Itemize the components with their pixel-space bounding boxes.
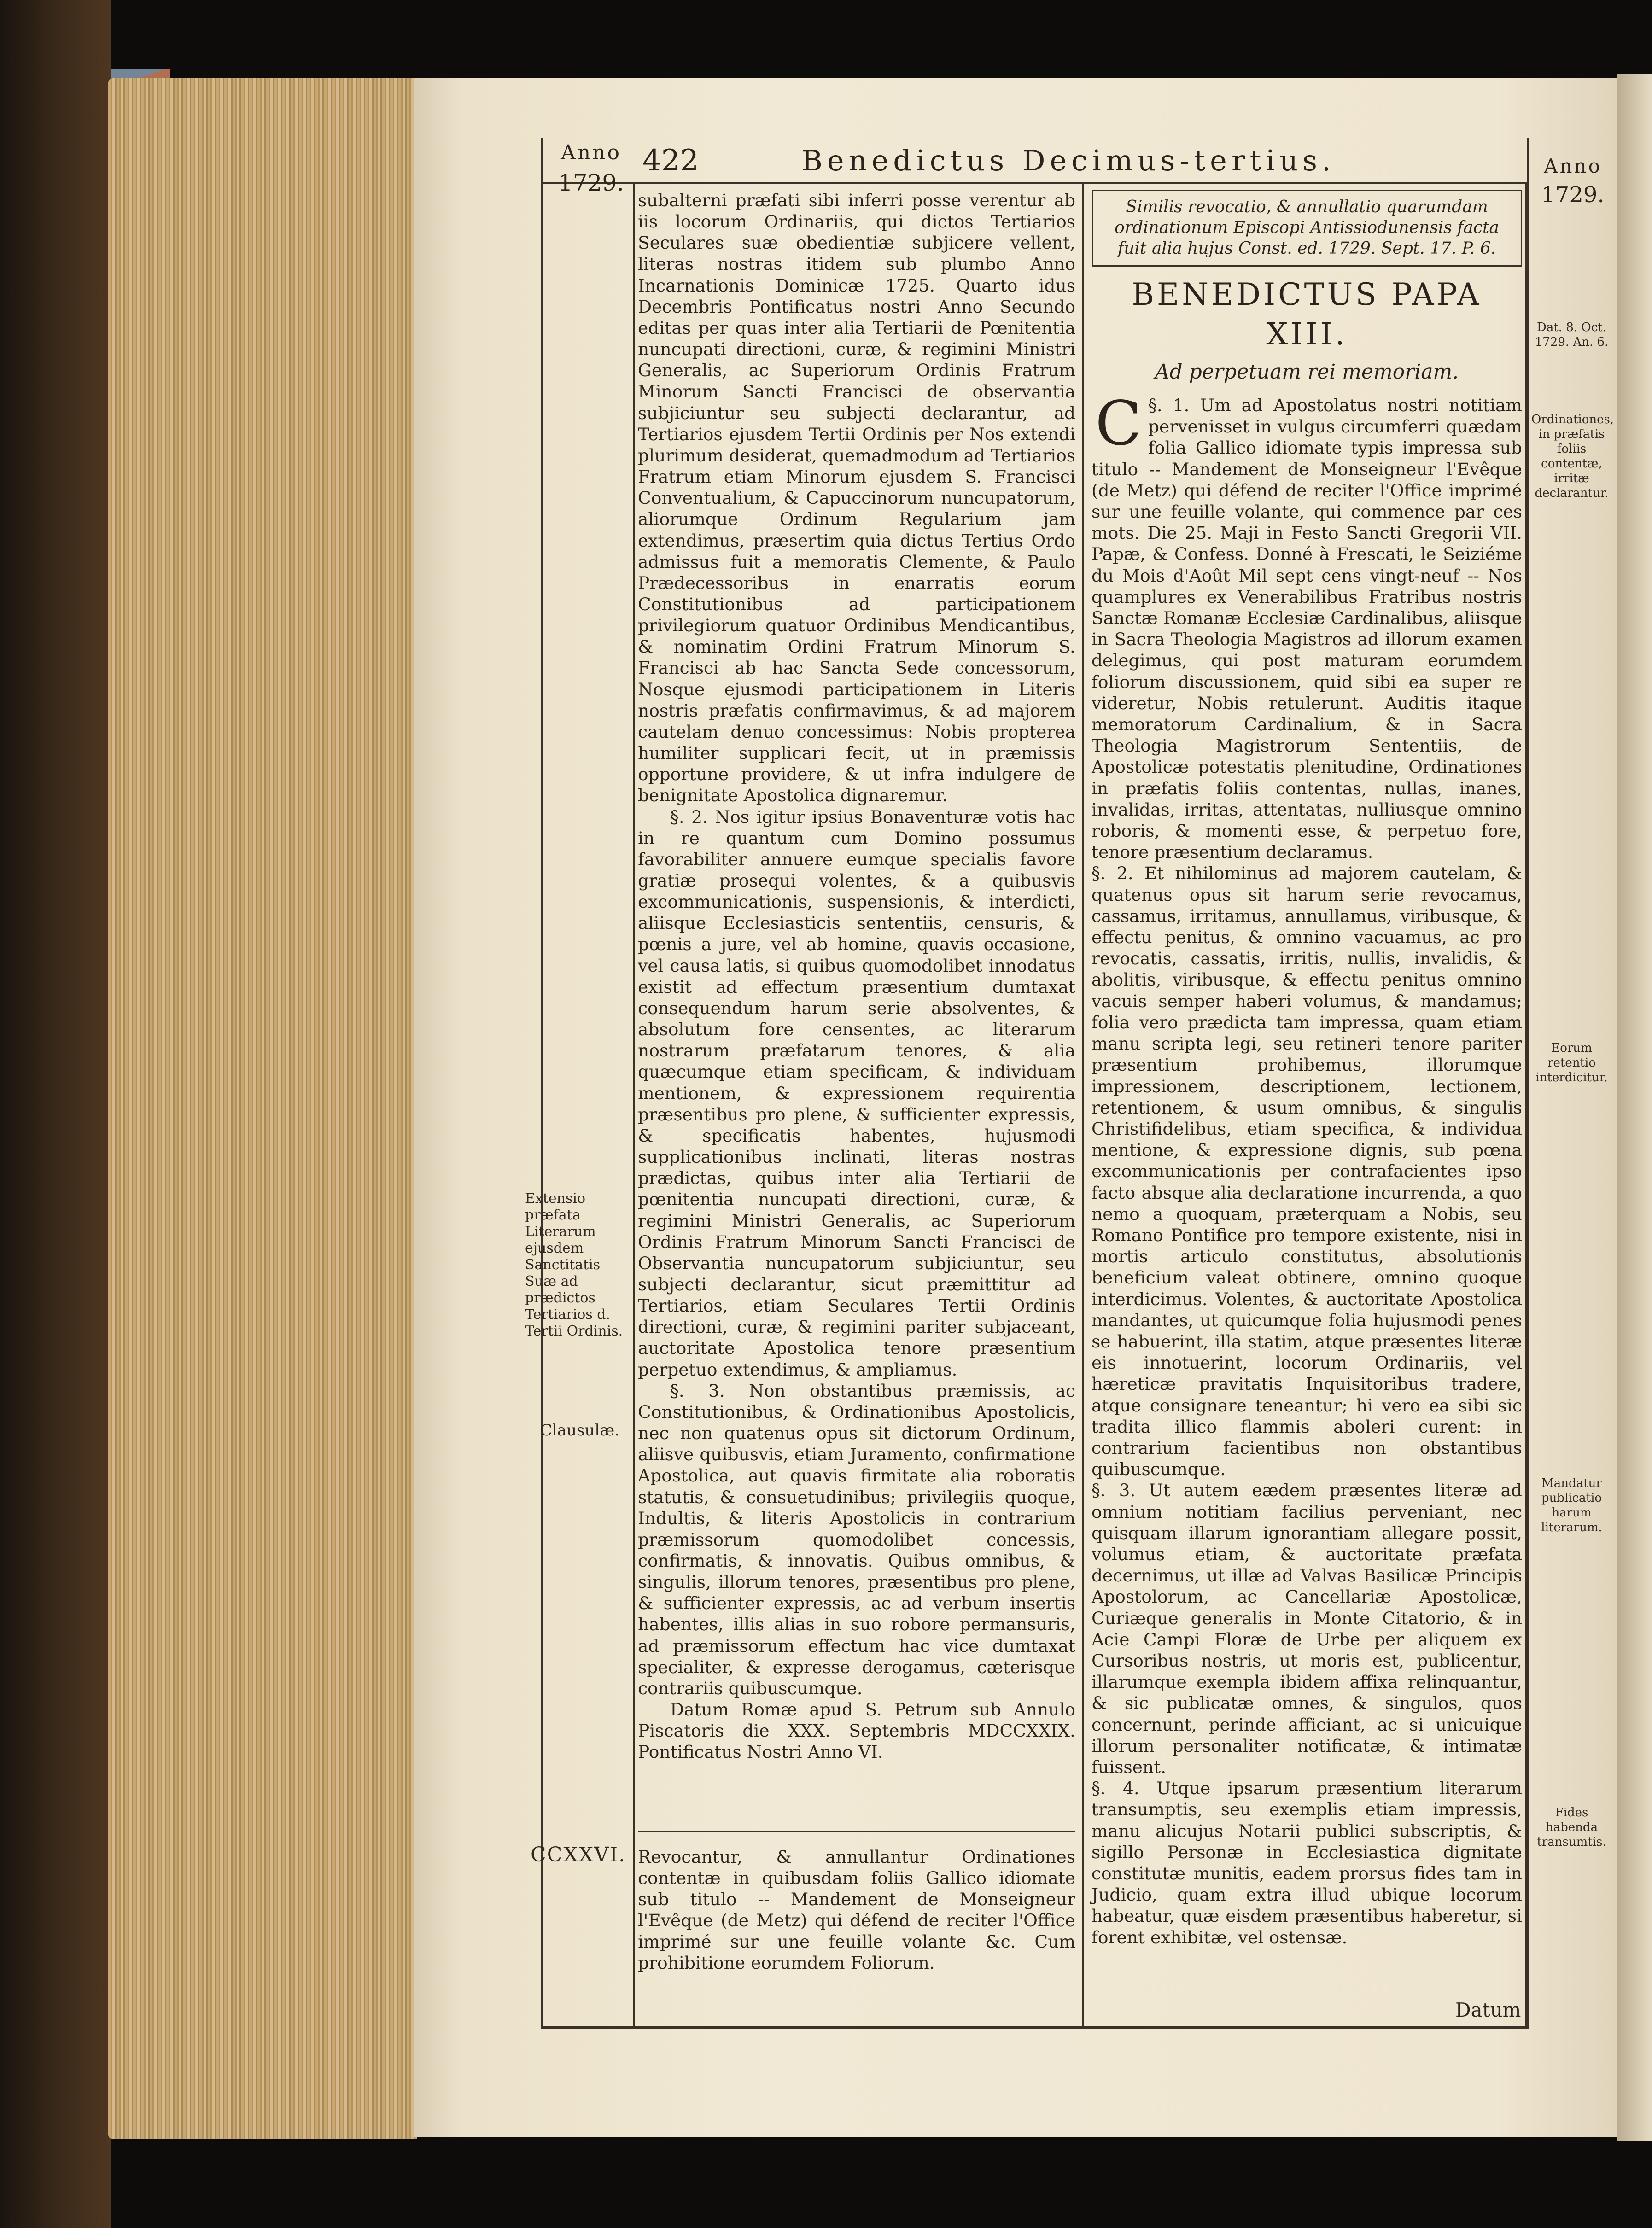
section-1-text: Um ad Apostolatus nostri notitiam pervenisset in vulgus circumferri quædam folia Gallico idiomate typis impressa sub titulo -- Mandement de Monseigneur l'Evêque (de Metz) qui défend de reciter l'Office imprimé sur une feuille volante, qui commence par ces mots. Die 25. Maji in Festo Sancti Gregorii VII. Papæ, & Confess. Donné à Frescati, le Seiziéme du Mois d'Août Mil sept cens vingt-neuf -- Nos quamplures ex Venerabilibus Fratribus nostris Sanctæ Romanæ Ecclesiæ Cardinalibus, aliisque in Sacra Theologia Magistros ad illorum examen delegimus, qui post maturam eorumdem foliorum discussionem, quid sibi ea super re videretur, Nobis retulerunt. Auditis itaque memoratorum Cardinalium, & in Sacra Theologia Magistrorum Sententiis, de Apostolicæ potestatis plenitudine, Ordinationes in præfatis foliis contentas, nullas, inanes, invalidas, irritas, attentatas, nulliusque omnino roboris, & momenti esse, & perpetuo fore, tenore præsentium declaramus. (1092, 395, 1522, 863)
margin-note-extensio: Extensio præfata Literarum ejusdem Sanctitatis Suæ ad prædictos Tertiarios d. Tertii Ordinis. (525, 1190, 623, 1339)
paragraph-datum: Datum Romæ apud S. Petrum sub Annulo Piscatoris die XXX. Septembris MDCCXXIX. Pontificatus Nostri Anno VI. (638, 1699, 1075, 1762)
catchword: Datum (1455, 1999, 1521, 2021)
facing-page-edge (1617, 74, 1652, 2141)
constitution-number: CCXXVI. (531, 1843, 626, 1866)
margin-note-date: Dat. 8. Oct. 1729. An. 6. (1535, 321, 1609, 349)
margin-note-mandatur: Mandatur publicatio harum literarum. (1541, 1476, 1602, 1534)
page-edges (108, 78, 417, 2139)
paragraph-section-3: §. 3. Non obstantibus præmissis, ac Constitutionibus, & Ordinationibus Apostolicis, nec non quatenus opus sit dictorum Ordinum, aliisve quibusvis, etiam Juramento, confirmatione Apostolica, aut quavis firmitate alia roboratis statutis, & consuetudinibus; privilegiis quoque, Indultis, & literis Apostolicis in contrarium præmissorum quomodolibet concessis, confirmatis, & innovatis. Quibus omnibus, & singulis, illorum tenores, præsentibus pro plene, & sufficienter expressis, ac ad verbum insertis habentes, illis alias in suo robore permansuris, ad præmissorum effectum hac vice dumtaxat specialiter, & expresse derogamus, cæterisque contrariis quibuscumque. (638, 1380, 1075, 1698)
margin-note-eorum: Eorum retentio interdicitur. (1535, 1041, 1608, 1085)
paragraph-section-1 (1092, 388, 1522, 863)
right-column (1092, 190, 1522, 1948)
similar-revocation-note: Similis revocatio, & annullatio quarumdam ordinationum Episcopi Antissiodunensis facta fuit alia hujus Const. ed. 1729. Sept. 17. P. 6. (1092, 190, 1522, 267)
running-title: Benedictus Decimus-tertius. (801, 144, 1336, 177)
margin-note-fides: Fides habenda transumtis. (1537, 1806, 1606, 1849)
paragraph-section-2-right: §. 2. Et nihilominus ad majorem cautelam, & quatenus opus sit harum serie revocamus, cassamus, irritamus, annullamus, viribusque, & effectu penitus, & omnino vacuamus, ac pro revocatis, cassatis, irritis, nullis, invalidis, & abolitis, viribusque, & effectu penitus omnino vacuis semper haberi volumus, & mandamus; folia vero prædicta tam impressa, quam etiam manu scripta legi, seu retineri tenore pariter præsentium prohibemus, illorumque impressionem, descriptionem, lectionem, retentionem, & usum omnibus, & singulis Christifidelibus, etiam specifica, & individua mentione, & expressione dignis, sub pœna excommunicationis per contrafacientes ipso facto absque alia declaratione incurrenda, a quo nemo a quoquam, præterquam a Nobis, seu Romano Pontifice pro tempore existente, nisi in mortis articulo constitutus, absolutionis beneficium valeat obtinere, omnino quoque interdicimus. Volentes, & auctoritate Apostolica mandantes, ut quicumque folia hujusmodi penes se habuerint, illa statim, atque præsentes literæ eis innotuerint, locorum Ordinariis, vel hæreticæ pravitatis Inquisitoribus tradere, atque consignare teneantur; hi vero ea sibi sic tradita illico flammis aboleri curent: in contrarium facientibus non obstantibus quibuscumque. (1092, 863, 1522, 1480)
left-margin-rule (633, 182, 635, 2029)
running-head-anno-right: Anno (1544, 155, 1602, 177)
bull-subtitle: Ad perpetuam rei memoriam. (1155, 360, 1459, 384)
paragraph-section-2: §. 2. Nos igitur ipsius Bonaventuræ votis hac in re quantum cum Domino possumus favorabiliter annuere eumque specialis favore gratiæ prosequi volentes, & a quibusvis excommunicationis, suspensionis, & interdicti, aliisque Ecclesiasticis sententiis, censuris, & pœnis a jure, vel ab homine, quavis occasione, vel causa latis, si quibus quomodolibet innodatus existit ad effectum præsentium dumtaxat consequendum harum serie absolventes, & absolutum fore censentes, ac literarum nostrarum præfatarum tenores, & alia quæcumque etiam specificam, & individuam mentionem, & expressionem requirentia præsentibus pro plene, & sufficienter expressis, & specificatis habentes, hujusmodi supplicationibus inclinati, literas nostras prædictas, quibus inter alia Tertiarii de pœnitentia nuncupati directioni, curæ, & regimini Ministri Generalis, ac Superiorum Ordinis Fratrum Minorum Sancti Francisci de Observantia nuncupatorum subjiciuntur, seu subjecti declarantur, sicut præmittitur ad Tertiarios, etiam Seculares Tertii Ordinis directioni, curæ, & regimini pariter subjaceant, auctoritate Apostolica tenore præsentium perpetuo extendimus, & ampliamus. (638, 806, 1075, 1380)
section-1-label: §. 1. (1148, 395, 1190, 415)
margin-note-ordinationes: Ordinationes, in præfatis foliis contentæ, irritæ declarantur. (1531, 413, 1614, 500)
running-head-anno-left: Anno (561, 141, 621, 164)
paragraph-section-4-right: §. 4. Utque ipsarum præsentium literarum transumptis, seu exemplis etiam impressis, manu alicujus Notarii publici subscriptis, & sigillo Personæ in Ecclesiastica dignitate constitutæ munitis, eadem prorsus fides tam in Judicio, quam extra illud ubique locorum habeatur, quæ eisdem præsentibus haberetur, si forent exhibitæ, vel ostensæ. (1092, 1778, 1522, 1948)
margin-note-clausulae: Clausulæ. (540, 1421, 620, 1440)
book-spine (0, 0, 111, 2228)
column-divider (1082, 182, 1084, 2029)
paragraph-continuation: subalterni præfati sibi inferri posse verentur ab iis locorum Ordinariis, qui dictos Tertiarios Seculares suæ obedientiæ subjicere vellent, literas nostras itidem sub plumbo Anno Incarnationis Dominicæ 1725. Quarto idus Decembris Pontificatus nostri Anno Secundo editas per quas inter alia Tertiarii de Pœnitentia nuncupati directioni, curæ, & regimini Ministri Generalis, ac Superiorum Ordinis Fratrum Minorum Sancti Francisci de observantia subjiciuntur seu subjecti declarantur, ad Tertiarios ejusdem Tertii Ordinis per Nos extendi plurimum desiderat, quemadmodum ad Tertiarios Fratrum etiam Minorum ejusdem S. Francisci Conventualium, & Capuccinorum nuncupatorum, aliorumque Ordinum Regularium jam extendimus, præsertim quia dictus Tertius Ordo admissus fuit a memoratis Clemente, & Paulo Prædecessoribus in enarratis eorum Constitutionibus ad participationem privilegiorum quatuor Ordinibus Mendicantibus, & nominatim Ordini Fratrum Minorum S. Francisci ab hac Sancta Sede concessorum, Nosque ejusmodi participationem in Literis nostris præfatis confirmavimus, & ad majorem cautelam denuo concessimus: Nobis propterea humiliter supplicari fecit, ut in præmissis opportune providere, & ut infra indulgere de benignitate Apostolica dignaremur. (638, 190, 1075, 806)
constitution-summary-text: Revocantur, & annullantur Ordinationes contentæ in quibusdam foliis Gallico idiomate sub titulo -- Mandement de Monseigneur l'Evêque (de Metz) qui défend de reciter l'Office imprimé sur une feuille volante &c. Cum prohibitione eorumdem Foliorum. (638, 1847, 1075, 1973)
running-head-year-right: 1729. (1541, 182, 1605, 208)
left-column (638, 190, 1075, 1763)
running-head-year-left: 1729. (558, 169, 625, 196)
header-rule (541, 182, 1529, 184)
page-number: 422 (642, 144, 699, 178)
bull-title: BENEDICTUS PAPA XIII. (1132, 277, 1482, 352)
drop-cap: C (1095, 388, 1142, 459)
paragraph-section-3-right: §. 3. Ut autem eædem præsentes literæ ad omnium notitiam facilius perveniant, nec quisquam illarum ignorantiam allegare possit, volumus etiam, & auctoritate præfata decernimus, ut illæ ad Valvas Basilicæ Principis Apostolorum, ac Cancellariæ Apostolicæ, Curiæque generalis in Monte Citatorio, & in Acie Campi Floræ de Urbe per aliquem ex Cursoribus nostris, ut moris est, publicentur, illarumque exempla ibidem affixa relinquantur, & sic publicatæ omnes, & singulos, quos concernunt, perinde afficiant, ac si unicuique illorum personaliter notificatæ, & intimatæ fuissent. (1092, 1480, 1522, 1777)
constitution-summary (638, 1831, 1075, 1973)
right-margin-rule (1525, 182, 1527, 2029)
